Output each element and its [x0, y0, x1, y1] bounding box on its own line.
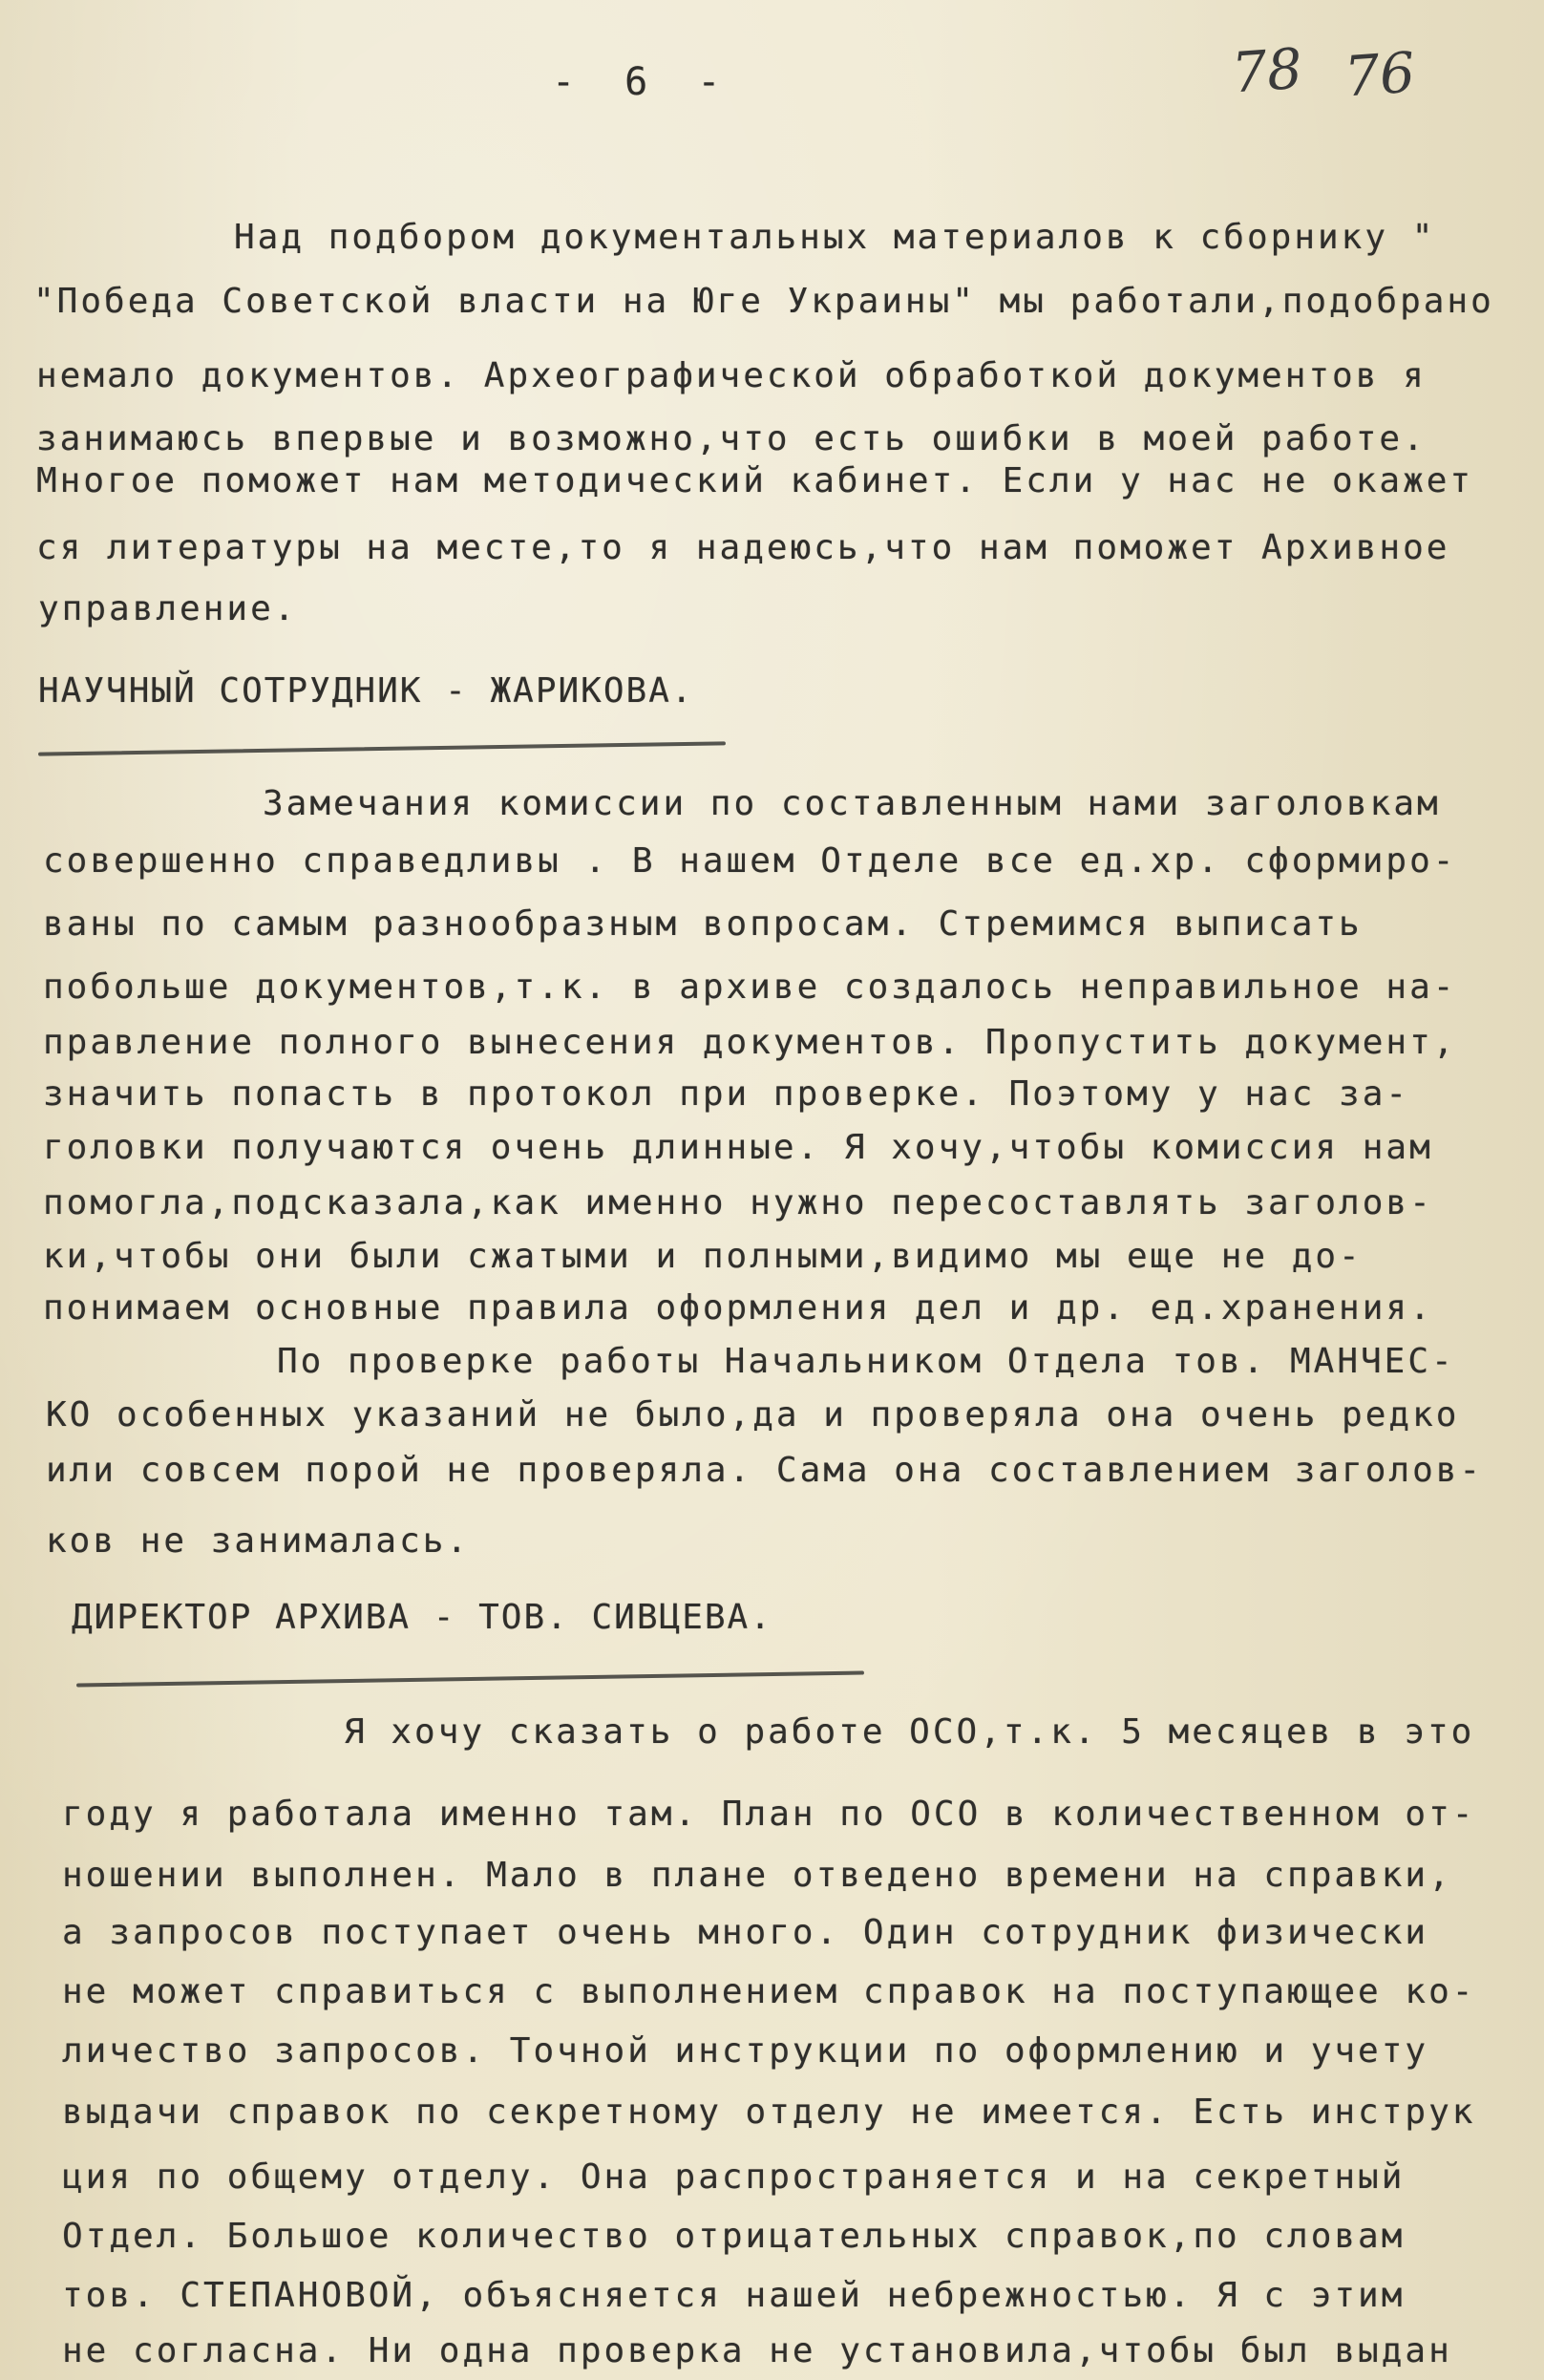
section-line: или совсем порой не проверяла. Сама она составлением заголов- — [46, 1451, 1484, 1490]
intro-line: Над подбором документальных материалов к сборнику " — [234, 218, 1436, 257]
speaker-heading: ДИРЕКТОР АРХИВА - ТОВ. СИВЦЕВА. — [72, 1598, 772, 1637]
section-line: помогла,подсказала,как именно нужно пересоставлять заголов- — [43, 1183, 1433, 1222]
section-line: ношении выполнен. Мало в плане отведено времени на справки, — [62, 1856, 1452, 1895]
folio-mark: 76 — [1342, 39, 1418, 110]
section-line: ваны по самым разнообразным вопросам. Стремимся выписать — [43, 904, 1363, 944]
section-line: ки,чтобы они были сжатыми и полными,видимо мы еще не до- — [43, 1237, 1363, 1276]
section-line: не согласна. Ни одна проверка не установила,чтобы был выдан — [62, 2331, 1452, 2370]
section-line: ция по общему отделу. Она распространяется и на секретный — [62, 2157, 1406, 2197]
section-line: тов. СТЕПАНОВОЙ, объясняется нашей небрежностью. Я с этим — [62, 2276, 1406, 2315]
section-line: Я хочу сказать о работе ОСО,т.к. 5 месяцев в это — [344, 1712, 1475, 1752]
heading-underline — [38, 741, 726, 755]
section-line: личество запросов. Точной инструкции по оформлению и учету — [62, 2031, 1429, 2071]
section-line: ков не занималась. — [46, 1521, 471, 1561]
intro-line: "Победа Советской власти на Юге Украины" мы работали,подобрано — [33, 282, 1494, 321]
section-line: совершенно справедливы . В нашем Отделе все ед.хр. сформиро- — [43, 841, 1457, 881]
intro-line: управление. — [38, 589, 298, 628]
heading-underline — [76, 1671, 864, 1688]
section-line: КО особенных указаний не было,да и проверяла она очень редко — [46, 1395, 1460, 1434]
section-line: По проверке работы Начальником Отдела тов. МАНЧЕС- — [277, 1342, 1455, 1381]
section-line: не может справиться с выполнением справок на поступающее ко- — [62, 1972, 1476, 2011]
intro-line: немало документов. Археографической обработкой документов я — [36, 356, 1427, 395]
section-line: Отдел. Большое количество отрицательных справок,по словам — [62, 2217, 1406, 2256]
section-line: году я работала именно там. План по ОСО в количественном от- — [62, 1795, 1476, 1834]
intro-line: ся литературы на месте,то я надеюсь,что нам поможет Архивное — [36, 528, 1450, 567]
section-line: Замечания комиссии по составленным нами заголовкам — [263, 784, 1441, 823]
intro-line: Многое поможет нам методический кабинет. Если у нас не окажет — [36, 461, 1474, 500]
folio-mark-crossed: 78 — [1229, 35, 1305, 106]
section-line: значить попасть в протокол при проверке. Поэтому у нас за- — [43, 1074, 1410, 1114]
intro-line: занимаюсь впервые и возможно,что есть ошибки в моей работе. — [36, 419, 1427, 458]
speaker-heading: НАУЧНЫЙ СОТРУДНИК - ЖАРИКОВА. — [38, 671, 694, 711]
section-line: а запросов поступает очень много. Один сотрудник физически — [62, 1913, 1429, 1952]
section-line: побольше документов,т.к. в архиве создалось неправильное на- — [43, 967, 1457, 1007]
section-line: выдачи справок по секретному отделу не имеется. Есть инструк — [62, 2093, 1476, 2132]
section-line: понимаем основные правила оформления дел и др. ед.хранения. — [43, 1288, 1433, 1328]
page-number: - 6 - — [552, 60, 734, 104]
section-line: головки получаются очень длинные. Я хочу,чтобы комиссия нам — [43, 1128, 1433, 1167]
section-line: правление полного вынесения документов. Пропустить документ, — [43, 1023, 1457, 1062]
